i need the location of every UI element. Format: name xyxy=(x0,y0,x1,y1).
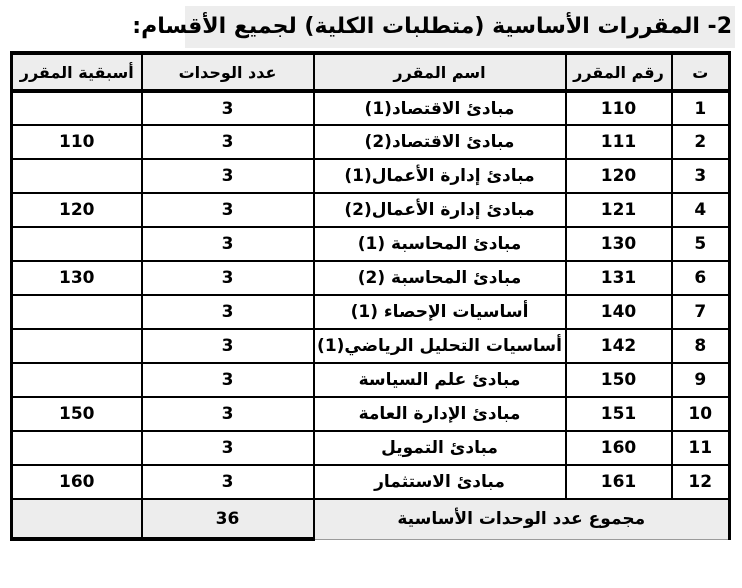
cell-units: 3 xyxy=(142,91,314,125)
cell-course-number: 110 xyxy=(566,91,672,125)
table-row xyxy=(12,397,730,431)
cell-course-name: مبادئ المحاسبة (2) xyxy=(314,261,566,295)
table-row xyxy=(12,261,730,295)
cell-course-name: مبادئ التمويل xyxy=(314,431,566,465)
cell-index: 7 xyxy=(672,295,730,329)
cell-prerequisite xyxy=(12,159,142,193)
cell-index: 9 xyxy=(672,363,730,397)
cell-prerequisite: 160 xyxy=(12,465,142,499)
table-row xyxy=(12,329,730,363)
cell-course-name: مبادئ علم السياسة xyxy=(314,363,566,397)
section-title: 2- المقررات الأساسية (متطلبات الكلية) لجميع الأقسام: xyxy=(185,6,735,48)
cell-course-number: 131 xyxy=(566,261,672,295)
cell-index: 12 xyxy=(672,465,730,499)
total-label-cell: مجموع عدد الوحدات الأساسية xyxy=(314,499,730,539)
cell-course-name: مبادئ الاستثمار xyxy=(314,465,566,499)
cell-prerequisite xyxy=(12,363,142,397)
cell-course-name: مبادئ الإدارة العامة xyxy=(314,397,566,431)
cell-index: 6 xyxy=(672,261,730,295)
header-prerequisite: أسبقية المقرر xyxy=(12,53,142,91)
cell-index: 11 xyxy=(672,431,730,465)
table-row xyxy=(12,91,730,125)
header-units: عدد الوحدات xyxy=(142,53,314,91)
cell-index: 5 xyxy=(672,227,730,261)
table-row xyxy=(12,465,730,499)
header-row xyxy=(12,53,730,91)
cell-prerequisite xyxy=(12,91,142,125)
cell-course-number: 140 xyxy=(566,295,672,329)
table-row xyxy=(12,125,730,159)
cell-units: 3 xyxy=(142,329,314,363)
cell-prerequisite: 150 xyxy=(12,397,142,431)
cell-course-name: مبادئ إدارة الأعمال(2) xyxy=(314,193,566,227)
cell-units: 3 xyxy=(142,159,314,193)
cell-units: 3 xyxy=(142,295,314,329)
cell-course-number: 150 xyxy=(566,363,672,397)
cell-prerequisite: 130 xyxy=(12,261,142,295)
cell-index: 8 xyxy=(672,329,730,363)
table-row xyxy=(12,431,730,465)
table-row xyxy=(12,363,730,397)
cell-prerequisite xyxy=(12,329,142,363)
cell-index: 10 xyxy=(672,397,730,431)
cell-course-name: مبادئ إدارة الأعمال(1) xyxy=(314,159,566,193)
cell-units: 3 xyxy=(142,397,314,431)
cell-course-number: 161 xyxy=(566,465,672,499)
cell-course-number: 130 xyxy=(566,227,672,261)
header-course-number: رقم المقرر xyxy=(566,53,672,91)
cell-course-name: مبادئ المحاسبة (1) xyxy=(314,227,566,261)
cell-units: 3 xyxy=(142,193,314,227)
total-prerequisite-cell xyxy=(12,499,142,539)
cell-units: 3 xyxy=(142,431,314,465)
cell-units: 3 xyxy=(142,261,314,295)
cell-course-name: أساسيات الإحصاء (1) xyxy=(314,295,566,329)
total-units-cell: 36 xyxy=(142,499,314,539)
total-row xyxy=(12,499,730,539)
cell-prerequisite xyxy=(12,295,142,329)
header-course-name: اسم المقرر xyxy=(314,53,566,91)
table-row xyxy=(12,227,730,261)
cell-course-number: 151 xyxy=(566,397,672,431)
table-row xyxy=(12,193,730,227)
cell-index: 1 xyxy=(672,91,730,125)
courses-table xyxy=(10,51,731,541)
cell-index: 3 xyxy=(672,159,730,193)
cell-course-name: أساسيات التحليل الرياضي(1) xyxy=(314,329,566,363)
cell-index: 2 xyxy=(672,125,730,159)
cell-course-number: 160 xyxy=(566,431,672,465)
cell-prerequisite xyxy=(12,431,142,465)
cell-units: 3 xyxy=(142,363,314,397)
cell-prerequisite: 120 xyxy=(12,193,142,227)
header-index: ت xyxy=(672,53,730,91)
cell-course-number: 142 xyxy=(566,329,672,363)
cell-course-number: 120 xyxy=(566,159,672,193)
table-row xyxy=(12,159,730,193)
cell-course-name: مبادئ الاقتصاد(2) xyxy=(314,125,566,159)
cell-course-number: 121 xyxy=(566,193,672,227)
cell-index: 4 xyxy=(672,193,730,227)
cell-units: 3 xyxy=(142,227,314,261)
cell-course-name: مبادئ الاقتصاد(1) xyxy=(314,91,566,125)
cell-prerequisite: 110 xyxy=(12,125,142,159)
cell-course-number: 111 xyxy=(566,125,672,159)
cell-prerequisite xyxy=(12,227,142,261)
table-row xyxy=(12,295,730,329)
cell-units: 3 xyxy=(142,125,314,159)
cell-units: 3 xyxy=(142,465,314,499)
